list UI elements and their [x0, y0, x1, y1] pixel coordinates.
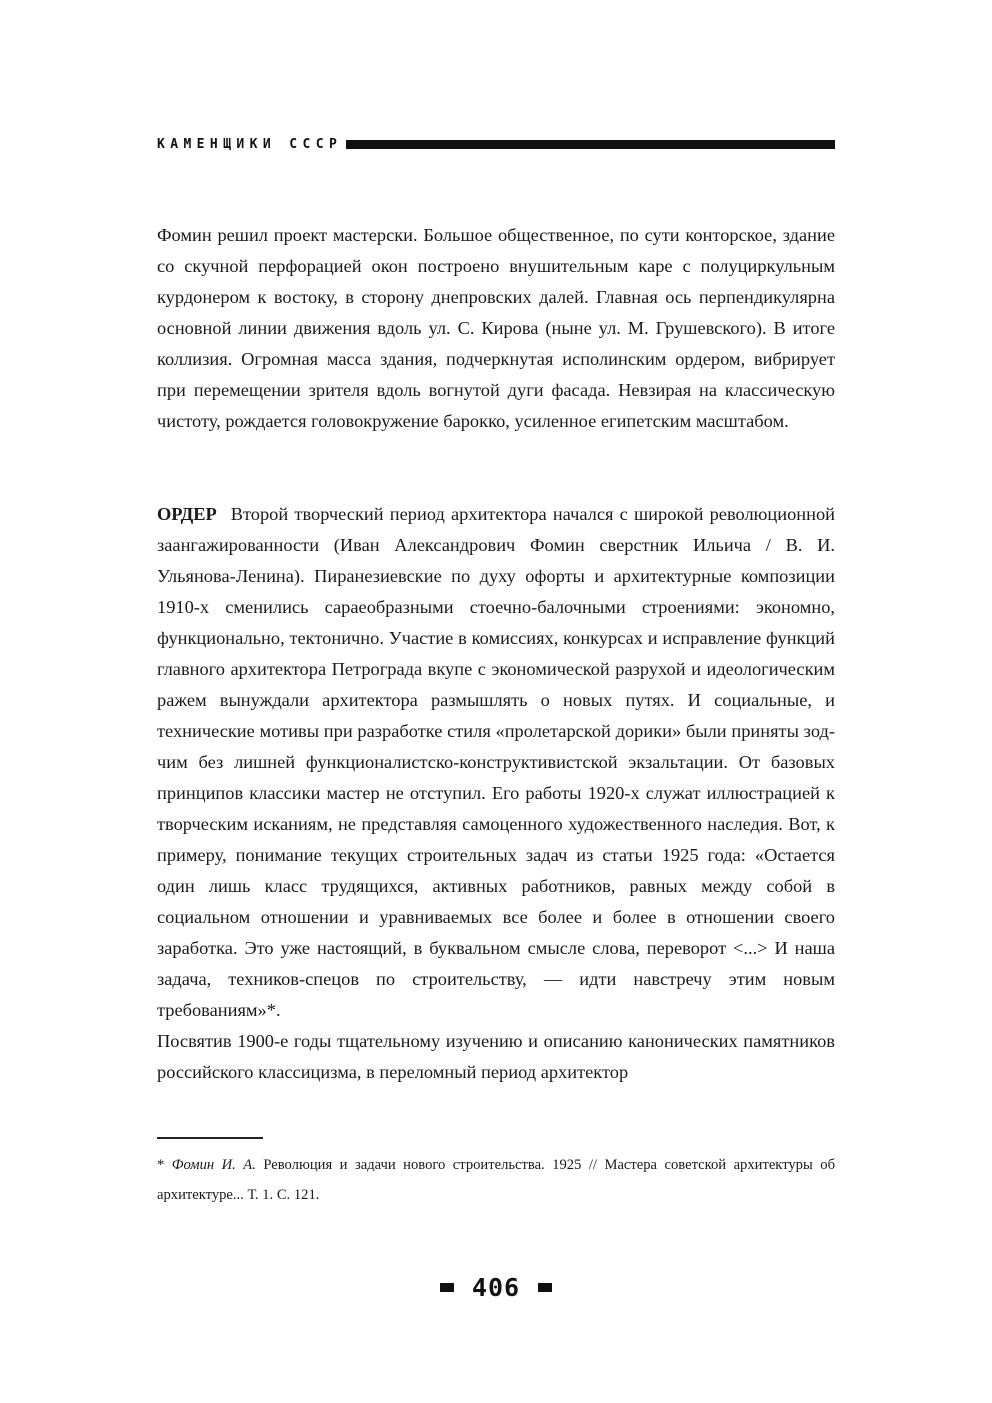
footnote-marker: *: [157, 1157, 172, 1173]
folio-dash-left: [440, 1283, 454, 1292]
body-paragraph-3: Посвятив 1900-е годы тщательному изучению и описанию канонических памятников российского классицизма, в переломный период архитектор: [157, 1031, 835, 1082]
section-heading: ОРДЕР: [157, 504, 217, 524]
footnote: [157, 1150, 835, 1210]
running-head-title: КАМЕНЩИКИ СССР: [157, 136, 343, 152]
body-paragraph-2: Второй творческий период архитектора начался с широкой революционной заангажированности (Иван Александрович Фомин сверстник Ильича / В. И. Ульянова-Ленина). Пиранезиевские по духу офорты и архитектурные композиции 1910-х сменились сараеобразными стоечно-балочными строениями: экономно, функционально, тектонично. Участие в комиссиях, конкурсах и исправление функций главного архитектора Петрограда вкупе с экономической разрухой и идеологическим ражем вынуждали архитектора размышлять о новых путях. И социальные, и технические мотивы при разработке стиля «пролетарской дорики» были приняты зодчим без лишней функционалистско-конструктивистской экзальтации. От базовых принципов классики мастер не отступил. Его работы 1920-х служат иллюстрацией к творческим исканиям, не представляя самоценного художественного наследия. Вот, к примеру, понимание текущих строительных задач из статьи 1925 года: «Остается один лишь класс трудящихся, активных работников, равных между собой в социальном отношении и уравниваемых все более и более в отношении своего заработка. Это уже настоящий, в буквальном смысле слова, переворот <...> И наша задача, техников-спецов по строительству, — идти навстречу этим новым требованиям»*.: [157, 504, 835, 1020]
footnote-divider: [157, 1137, 263, 1139]
footnote-author: Фомин И. А.: [171, 1157, 256, 1173]
page-number: 406: [471, 1272, 521, 1302]
footnote-text: Революция и задачи нового строительства. 1925 // Мастера советской архитектуры об архитектуре... Т. 1. С. 121.: [157, 1157, 836, 1203]
running-head: [157, 134, 835, 154]
body-section-order: [157, 499, 835, 1088]
running-head-rule: [346, 140, 835, 149]
page-folio: [428, 1272, 564, 1302]
folio-dash-right: [538, 1283, 552, 1292]
body-paragraph-1: Фомин решил проект мастерски. Большое общественное, по сути конторское, здание со скучной перфорацией окон построено внушительным каре с полуциркульным курдонером к востоку, в сторону днепровских далей. Главная ось перпендикулярна основной линии движения вдоль ул. С. Кирова (ныне ул. М. Грушевского). В итоге коллизия. Огромная масса здания, подчеркнутая исполинским ордером, вибрирует при перемещении зрителя вдоль вогнутой дуги фасада. Невзирая на классическую чистоту, рождается головокружение барокко, усиленное египетским масштабом.: [157, 225, 835, 431]
